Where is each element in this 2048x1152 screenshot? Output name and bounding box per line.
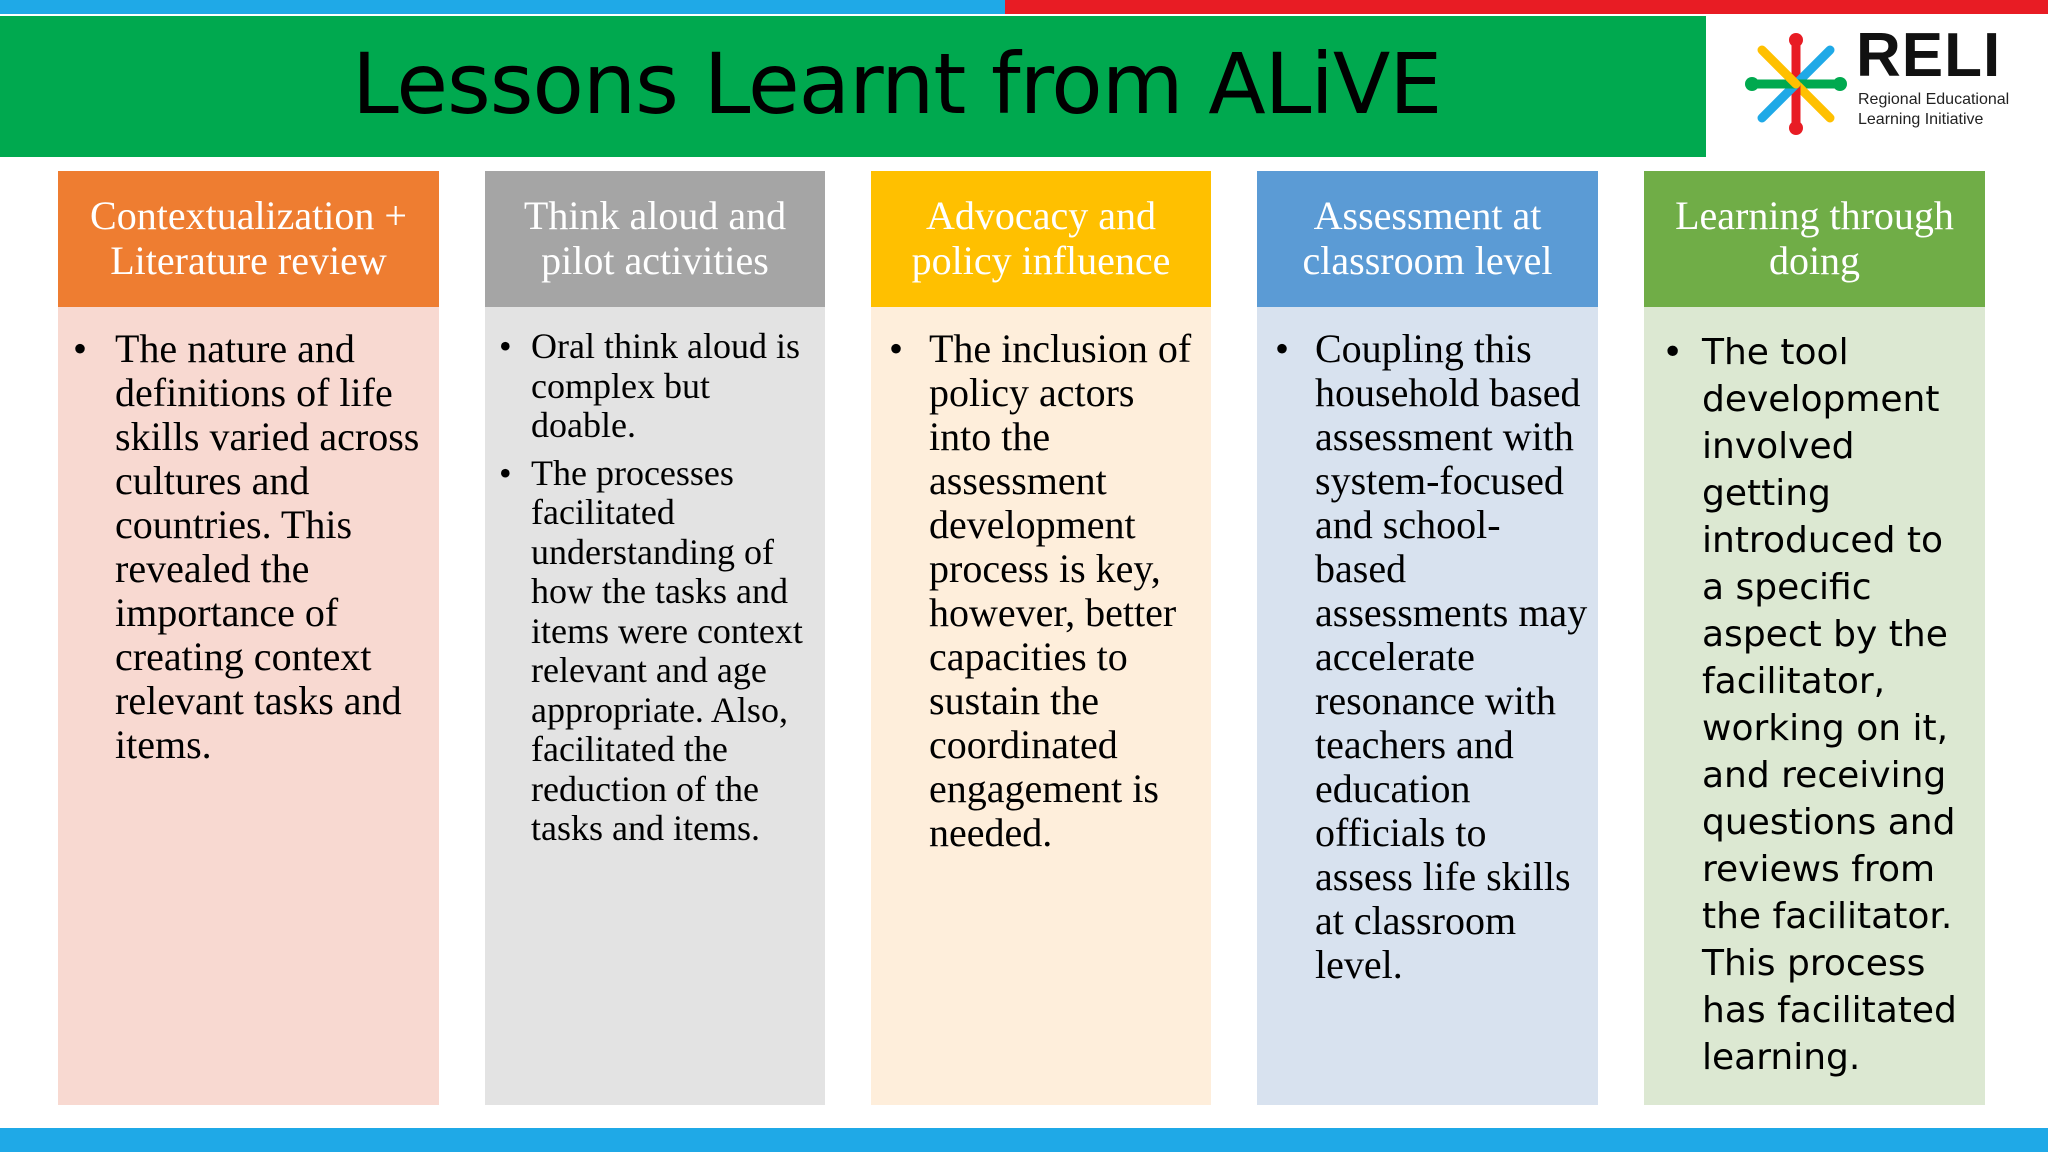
column-classroom-assessment bbox=[1257, 171, 1598, 1105]
bottom-stripe bbox=[0, 1128, 2048, 1152]
reli-logo-mark-icon bbox=[1740, 28, 1852, 140]
bullet-item: • Oral think aloud is complex but doable. bbox=[531, 327, 815, 446]
column-learning-through-doing bbox=[1644, 171, 1985, 1105]
column-advocacy bbox=[871, 171, 1211, 1105]
top-stripe-blue bbox=[0, 0, 1005, 14]
column-heading: Learning through doing bbox=[1644, 171, 1985, 307]
column-heading: Assessment at classroom level bbox=[1257, 171, 1598, 307]
column-contextualization bbox=[58, 171, 439, 1105]
bullet-item: • Coupling this household based assessment with system-focused and school-based assessments may accelerate resonance with teachers and education officials to assess life skills at classroom level. bbox=[1315, 327, 1588, 987]
bullet-item: • The inclusion of policy actors into the assessment development process is key, however, better capacities to sustain the coordinated engagement is needed. bbox=[929, 327, 1201, 855]
bullet-item: • The processes facilitated understanding of how the tasks and items were context relevant and age appropriate. Also, facilitated the reduction of the tasks and items. bbox=[531, 454, 815, 849]
bullet-item: • The tool development involved getting introduced to a specific aspect by the facilitator, working on it, and receiving questions and reviews from the facilitator. This process has facilitated learning. bbox=[1702, 329, 1975, 1081]
column-body bbox=[485, 307, 825, 1105]
column-think-aloud bbox=[485, 171, 825, 1105]
title-bar bbox=[0, 16, 1706, 157]
column-heading: Advocacy and policy influence bbox=[871, 171, 1211, 307]
column-body bbox=[1644, 307, 1985, 1105]
top-stripe-red bbox=[1005, 0, 2048, 14]
reli-logo bbox=[1732, 22, 2042, 140]
bullet-item: • The nature and definitions of life skills varied across cultures and countries. This revealed the importance of creating context relevant tasks and items. bbox=[115, 327, 429, 767]
column-body bbox=[871, 307, 1211, 1105]
column-body bbox=[58, 307, 439, 1105]
logo-tagline: Regional Educational Learning Initiative bbox=[1858, 91, 2010, 128]
column-heading: Think aloud and pilot activities bbox=[485, 171, 825, 307]
column-heading: Contextualization + Literature review bbox=[58, 171, 439, 307]
logo-name: RELI bbox=[1856, 21, 2002, 90]
slide-title: Lessons Learnt from ALiVE bbox=[352, 35, 1442, 133]
column-body bbox=[1257, 307, 1598, 1105]
